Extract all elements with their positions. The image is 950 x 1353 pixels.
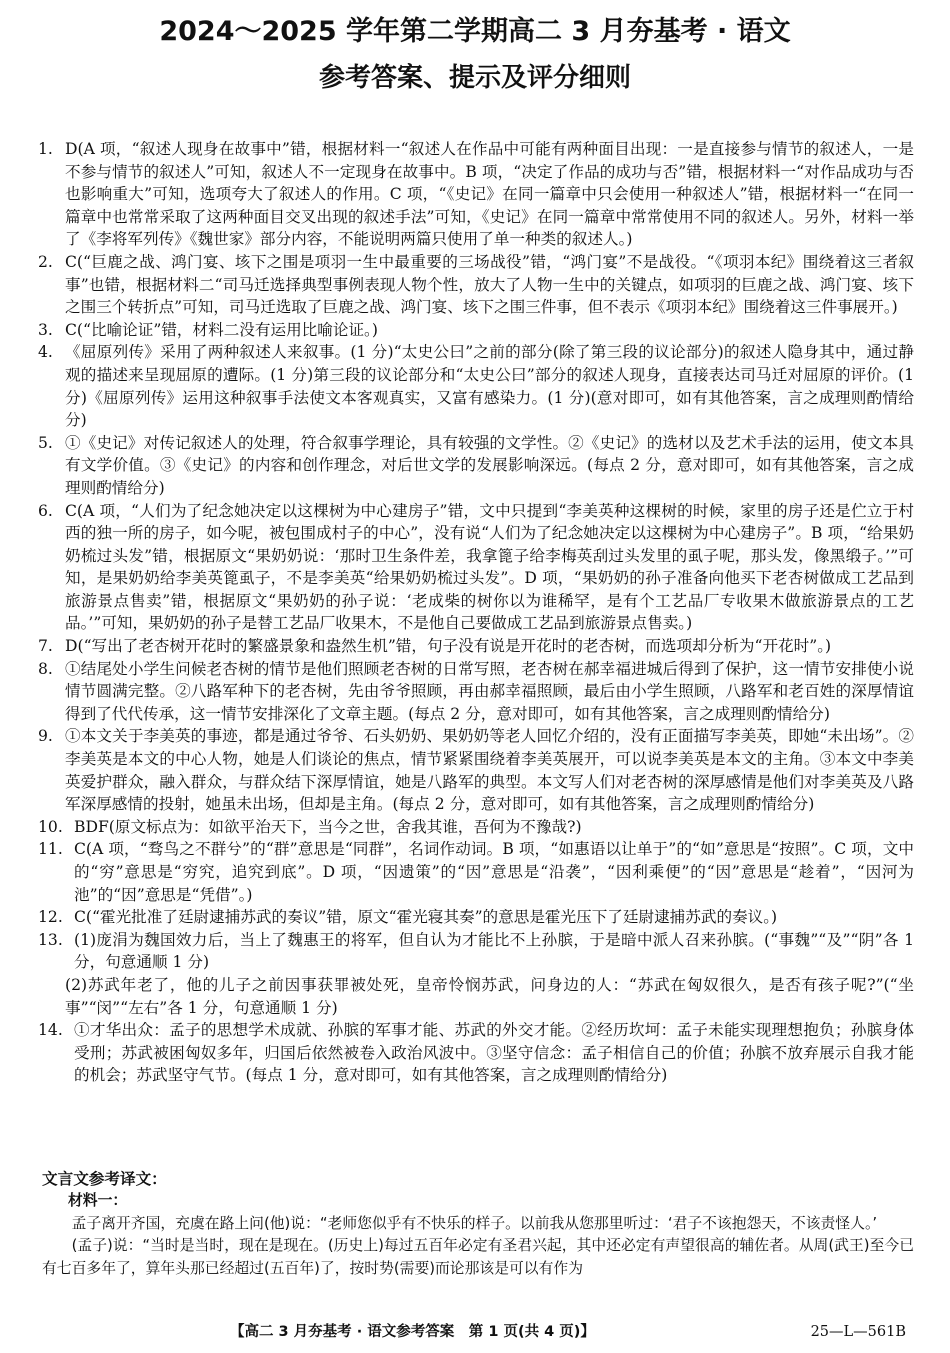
page-subtitle: 参考答案、提示及评分细则 (318, 63, 631, 93)
answer-text: C(A 项，“骛鸟之不群兮”的“群”意思是“同群”，名词作动词。B 项，“如惠语以让单于”的“如”意思是“按照”。C 项，文中的“穷”意思是“穷究，追究到底”。D 项，“因遗策”的“因”意思是“沿袭”，“因利乘便”的“因”意思是“趁着”，“因河为池”的“因”意思是“凭借”。) (74, 840, 914, 904)
answer-text: C(“巨鹿之战、鸿门宴、垓下之围是项羽一生中最重要的三场战役”错，“鸿门宴”不是战役。“《项羽本纪》围绕着这三者叙事”也错，根据材料二“司马迁选择典型事例表现人物个性，放大了人物一生中的关键点，如项羽的巨鹿之战、鸿门宴、垓下之围三个转折点”可知，司马迁选取了巨鹿之战、鸿门宴、垓下之围三件事，但不表示《项羽本纪》围绕着这三件事展开。) (65, 252, 914, 317)
answer-number: 6. (38, 501, 53, 520)
material-label: 材料一： (68, 1192, 128, 1209)
answer-text: (1)庞涓为魏国效力后，当上了魏惠王的将军，但自认为才能比不上孙膑，于是暗中派人召来孙膑。(“事魏”“及”“阴”各 1 分，句意通顺 1 分) (74, 930, 914, 972)
answer-text: BDF(原文标点为：如欲平治天下，当今之世，舍我其谁，吾何为不豫哉?) (74, 817, 582, 836)
answer-number: 3. (38, 320, 53, 339)
answer-number: 5. (38, 433, 53, 452)
answer-number: 14. (38, 1021, 63, 1040)
footer-page-info: 【高二 3 月夯基考 · 语文参考答案 第 1 页(共 4 页)】 (230, 1324, 595, 1340)
answer-item (38, 816, 914, 839)
answer-number: 7. (38, 637, 53, 656)
answer-text: D(A 项，“叙述人现身在故事中”错，根据材料一“叙述人在作品中可能有两种面目出现：一是直接参与情节的叙述人，一是不参与情节的叙述人”可知，叙述人不一定现身在故事中。B 项，“决定了作品的成功与否”错，根据材料一“对作品成功与否也影响重大”可知，选项夸大了叙述人的作用。C 项，“《史记》在同一篇章中只会使用一种叙述人”错，根据材料一“在同一篇章中也常常采取了这两种面目交叉出现的叙述手法”可知，《史记》在同一篇章中常常使用不同的叙述人。另外，材料一举了《李将军列传》《魏世家》部分内容，不能说明两篇只使用了单一种类的叙述人。) (65, 140, 914, 249)
answer-number: 8. (38, 659, 53, 678)
answer-number: 12. (38, 908, 63, 927)
answer-text: (2)苏武年老了，他的儿子之前因事获罪被处死，皇帝怜悯苏武，问身边的人：“苏武在匈奴很久，是否有孩子呢?”(“坐事”“闵”“左右”各 1 分，句意通顺 1 分) (65, 975, 914, 1017)
answer-item (38, 929, 914, 974)
answer-item (38, 906, 914, 929)
footer-code: 25—L—561B (810, 1324, 906, 1340)
answer-item (38, 635, 914, 658)
answer-item (38, 1019, 914, 1087)
answer-number: 4. (38, 343, 53, 362)
answer-text: C(“比喻论证”错，材料二没有运用比喻论证。) (65, 320, 378, 339)
answer-text: ①才华出众：孟子的思想学术成就、孙膑的军事才能、苏武的外交才能。②经历坎坷：孟子未能实现理想抱负；孙膑身体受刑；苏武被困匈奴多年，归国后依然被卷入政治风波中。③坚守信念：孟子相信自己的价值；孙膑不放弃展示自我才能的机会；苏武坚守气节。(每点 1 分，意对即可，如有其他答案，言之成理则酌情给分) (74, 1021, 914, 1085)
answer-list (38, 138, 914, 1087)
answer-item (38, 138, 914, 251)
page-title: 2024～2025 学年第二学期高二 3 月夯基考 · 语文 (159, 16, 791, 47)
answer-number: 2. (38, 252, 53, 271)
answer-text: ①结尾处小学生问候老杏树的情节是他们照顾老杏树的日常写照，老杏树在郝幸福进城后得到了保护，这一情节安排使小说情节圆满完整。②八路军种下的老杏树，先由爷爷照顾，再由郝幸福照顾，最后由小学生照顾，八路军和老百姓的深厚情谊得到了代代传承，这一情节安排深化了文章主题。(每点 2 分，意对即可，如有其他答案，言之成理则酌情给分) (65, 659, 914, 723)
answer-item (38, 838, 914, 906)
answer-text: ①《史记》对传记叙述人的处理，符合叙事学理论，具有较强的文学性。②《史记》的选材以及艺术手法的运用，使文本具有文学价值。③《史记》的内容和创作理念，对后世文学的发展影响深远。(每点 2 分，意对即可，如有其他答案，言之成理则酌情给分) (65, 433, 914, 497)
answer-number: 11. (38, 840, 63, 859)
answer-number: 10. (38, 817, 63, 836)
answer-number: 9. (38, 727, 53, 746)
translation-heading: 文言文参考译文： (42, 1170, 167, 1188)
answer-item (38, 432, 914, 500)
answer-item (38, 500, 914, 636)
translation-paragraph: 孟子离开齐国，充虞在路上问(他)说：“老师您似乎有不快乐的样子。以前我从您那里听过：‘君子不该抱怨天，不该责怪人。’ (71, 1214, 878, 1232)
answer-text: 《屈原列传》采用了两种叙述人来叙事。(1 分)“太史公曰”之前的部分(除了第三段的议论部分)的叙述人隐身其中，通过静观的描述来呈现屈原的遭际。(1 分)第三段的议论部分和“太史公曰”部分的叙述人现身，直接表达司马迁对屈原的评价。(1 分)《屈原列传》运用这种叙事手法使文本客观真实，又富有感染力。(1 分)(意对即可，如有其他答案，言之成理则酌情给分) (65, 343, 914, 430)
answer-item (38, 251, 914, 319)
translation-section (42, 1190, 914, 1280)
answer-item (38, 319, 914, 342)
answer-number: 1. (38, 140, 53, 158)
answer-text: C(“霍光批准了廷尉逮捕苏武的奏议”错，原文“霍光寝其奏”的意思是霍光压下了廷尉逮捕苏武的奏议。) (74, 908, 778, 927)
answer-item (38, 974, 914, 1019)
answer-number: 13. (38, 930, 63, 949)
answer-text: D(“写出了老杏树开花时的繁盛景象和盎然生机”错，句子没有说是开花时的老杏树，而选项却分析为“开花时”。) (65, 637, 832, 656)
translation-paragraph: (孟子)说：“当时是当时，现在是现在。(历史上)每过五百年必定有圣君兴起，其中还必定有声望很高的辅佐者。从周(武王)至今已有七百多年了，算年头那已经超过(五百年)了，按时势(需要)而论那该是可以有作为 (42, 1237, 914, 1277)
answer-item (38, 725, 914, 815)
answer-text: C(A 项，“人们为了纪念她决定以这棵树为中心建房子”错，文中只提到“李美英种这棵树的时候，家里的房子还是伫立于村西的独一所的房子，如今呢，被包围成村子的中心”，没有说“人们为了纪念她决定以这棵树为中心建房子”。B 项，“给果奶奶梳过头发”错，根据原文“果奶奶说：‘那时卫生条件差，我拿篦子给李梅英刮过头发里的虱子呢，那头发，像黑缎子。’”可知，是果奶奶给李美英篦虱子，不是李美英“给果奶奶梳过头发”。D 项，“果奶奶的孙子准备向他买下老杏树做成工艺品到旅游景点售卖”错，根据原文“果奶奶的孙子说：‘老成柴的树你以为谁稀罕，是有个工艺品厂专收果木做旅游景点的工艺品。’”可知，果奶奶的孙子是替工艺品厂收果木，不是他自己要做成工艺品到旅游景点售卖。) (65, 501, 914, 633)
answer-item (38, 341, 914, 431)
answer-text: ①本文关于李美英的事迹，都是通过爷爷、石头奶奶、果奶奶等老人回忆介绍的，没有正面描写李美英，即她“未出场”。②李美英是本文的中心人物，她是人们谈论的焦点，情节紧紧围绕着李美英展开，可以说李美英是本文的主角。③本文中李美英爱护群众，融入群众，与群众结下深厚情谊，她是八路军的典型。本文写人们对老杏树的深厚感情是他们对李美英及八路军深厚感情的投射，她虽未出场，但却是主角。(每点 2 分，意对即可，如有其他答案，言之成理则酌情给分) (65, 727, 914, 814)
answer-item (38, 658, 914, 726)
